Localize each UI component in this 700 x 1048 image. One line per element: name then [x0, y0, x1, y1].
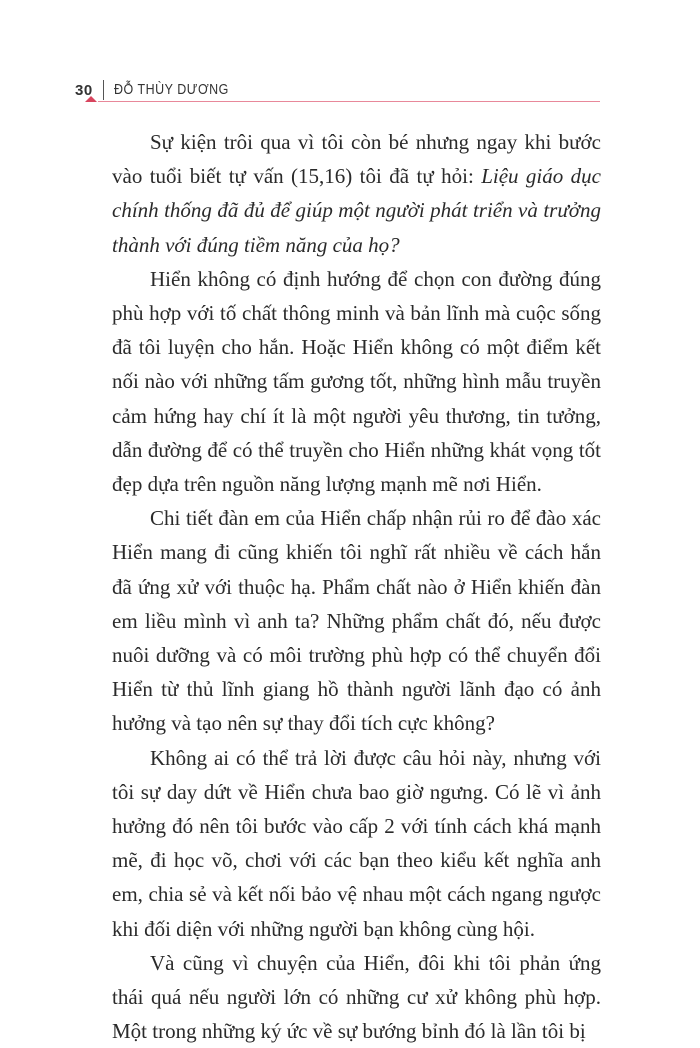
running-header	[75, 78, 247, 102]
paragraph: Chi tiết đàn em của Hiển chấp nhận rủi ro để đào xác Hiển mang đi cũng khiến tôi nghĩ rất nhiều về cách hắn đã ứng xử với thuộc hạ. Phẩm chất nào ở Hiển khiến đàn em liều mình vì anh ta? Những phẩm chất đó, nếu được nuôi dưỡng và có môi trường phù hợp có thể chuyển đổi Hiển từ thủ lĩnh giang hồ thành người lãnh đạo có ảnh hưởng và tạo nên sự thay đổi tích cực không?	[112, 506, 601, 736]
body-text	[112, 125, 601, 1048]
paragraph-text: Sự kiện trôi qua vì tôi còn bé nhưng ngay khi bước vào tuổi biết tự vấn (15,16) tôi đã tự hỏi:	[112, 130, 601, 189]
header-divider	[103, 80, 104, 100]
paragraph	[112, 125, 601, 262]
italic-question: Liệu giáo dục chính thống đã đủ để giúp một người phát triển và trưởng thành với đúng tiềm năng của họ?	[112, 164, 601, 257]
header-triangle-marker	[85, 96, 97, 102]
page-number: 30	[75, 81, 93, 99]
running-header-author: ĐỖ THÙY DƯƠNG	[113, 82, 229, 98]
paragraph: Và cũng vì chuyện của Hiển, đôi khi tôi phản ứng thái quá nếu người lớn có những cư xử không phù hợp. Một trong những ký ức về sự bướng bỉnh đó là lần tôi bị	[112, 950, 601, 1044]
paragraph: Hiển không có định hướng để chọn con đường đúng phù hợp với tố chất thông minh và bản lĩnh mà cuộc sống đã tôi luyện cho hắn. Hoặc Hiển không có một điểm kết nối nào với những tấm gương tốt, những hình mẫu truyền cảm hứng hay chí ít là một người yêu thương, tin tưởng, dẫn đường để có thể truyền cho Hiển những khát vọng tốt đẹp dựa trên nguồn năng lượng mạnh mẽ nơi Hiển.	[112, 266, 601, 497]
paragraph: Không ai có thể trả lời được câu hỏi này, nhưng với tôi sự day dứt về Hiển chưa bao giờ ngưng. Có lẽ vì ảnh hưởng đó nên tôi bước vào cấp 2 với tính cách khá mạnh mẽ, đi học võ, chơi với các bạn theo kiểu kết nghĩa anh em, chia sẻ và kết nối bảo vệ nhau một cách ngang ngược khi đối diện với những người bạn không cùng hội.	[112, 745, 601, 941]
header-rule	[98, 101, 600, 102]
